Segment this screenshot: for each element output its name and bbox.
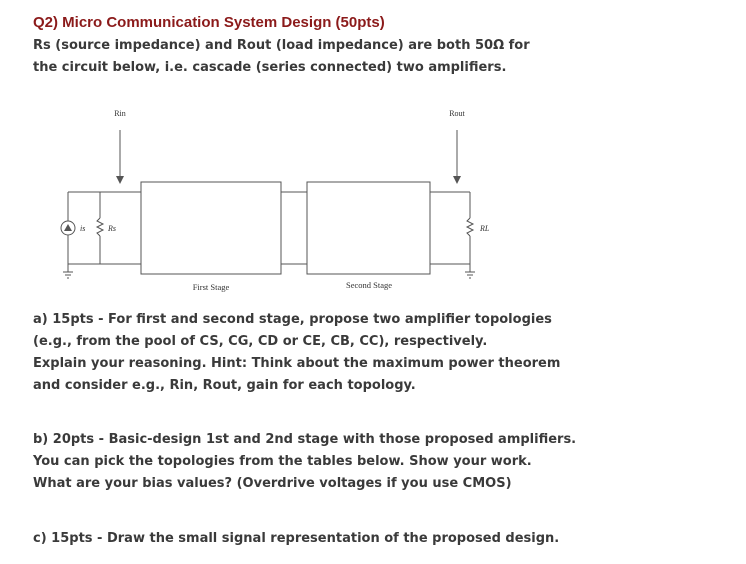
- part-a-line-2: (e.g., from the pool of CS, CG, CD or CE, CB, CC), respectively.: [33, 334, 488, 349]
- part-b-line-2: You can pick the topologies from the tables below. Show your work.: [33, 454, 532, 469]
- rl-resistor-icon: [467, 218, 473, 236]
- part-b-line-3: What are your bias values? (Overdrive voltages if you use CMOS): [33, 476, 512, 491]
- part-a-line-1: a) 15pts - For first and second stage, propose two amplifier topologies: [33, 312, 552, 327]
- second-stage-label: Second Stage: [345, 280, 393, 290]
- source-direction-arrow-icon: [64, 224, 72, 231]
- part-a-line-4: and consider e.g., Rin, Rout, gain for each topology.: [33, 378, 416, 393]
- rs-resistor-icon: [97, 218, 103, 236]
- rout-arrow-icon: [453, 176, 461, 184]
- is-label: is: [80, 224, 86, 233]
- ground-icon-right: [465, 272, 475, 278]
- first-stage-block: [141, 182, 281, 274]
- first-stage-label: First Stage: [192, 282, 230, 292]
- rl-label: RL: [480, 224, 490, 233]
- part-b-line-1: b) 20pts - Basic-design 1st and 2nd stage with those proposed amplifiers.: [33, 432, 577, 447]
- rin-arrow-icon: [116, 176, 124, 184]
- ground-icon-left: [63, 272, 73, 278]
- question-title: Q2) Micro Communication System Design (50pts): [33, 14, 385, 31]
- part-a-line-3: Explain your reasoning. Hint: Think about the maximum power theorem: [33, 356, 561, 371]
- rs-label: Rs: [108, 224, 116, 233]
- rout-label: Rout: [449, 109, 465, 118]
- intro-line-2: the circuit below, i.e. cascade (series connected) two amplifiers.: [33, 60, 507, 75]
- second-stage-block: [307, 182, 430, 274]
- intro-line-1: Rs (source impedance) and Rout (load impedance) are both 50Ω for: [33, 38, 530, 53]
- rin-label: Rin: [114, 109, 126, 118]
- part-c-line-1: c) 15pts - Draw the small signal representation of the proposed design.: [33, 531, 560, 546]
